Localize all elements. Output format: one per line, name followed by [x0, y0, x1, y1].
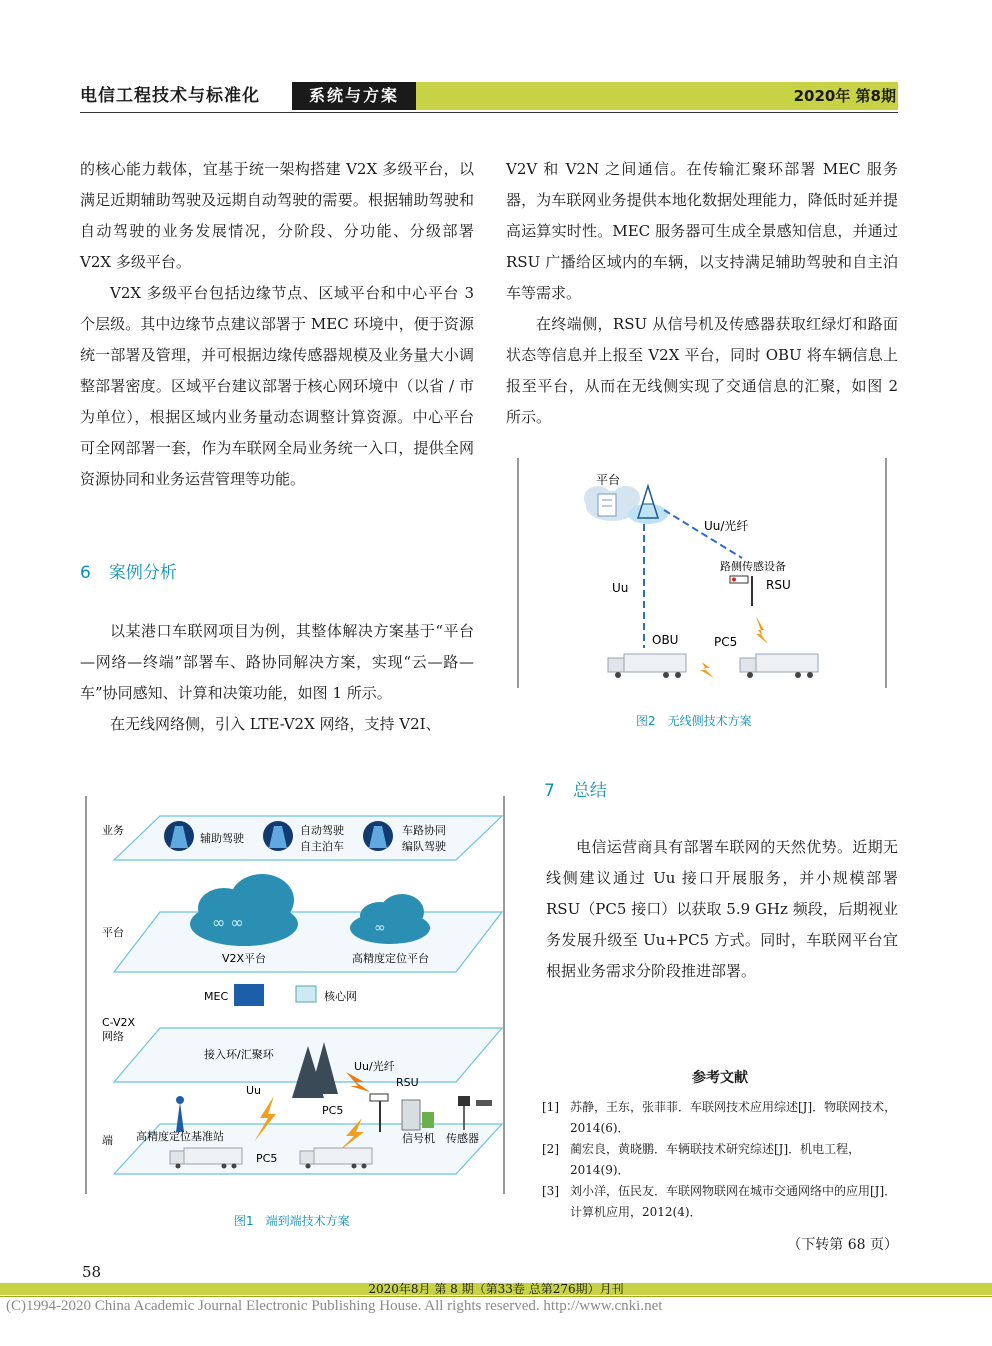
- paragraph: V2V 和 V2N 之间通信。在传输汇聚环部署 MEC 服务器，为车联网业务提供本地化数据处理能力，降低时延并提高运算实时性。MEC 服务器可生成全景感知信息，并通过 RSU 广播给区域内的车辆，以支持满足辅助驾驶和自主泊车等需求。: [506, 160, 898, 302]
- svg-text:∞ ∞: ∞ ∞: [212, 913, 244, 932]
- v2x-platform-label: V2X平台: [222, 952, 267, 965]
- figure-2-caption: 图2 无线侧技术方案: [636, 714, 752, 728]
- paragraph: 以某港口车联网项目为例，其整体解决方案基于“平台—网络—终端”部署车、路协同解决方案，实现“云—路—车”协同感知、计算和决策功能，如图 1 所示。: [80, 622, 474, 702]
- service-label: 辅助驾驶: [200, 832, 244, 845]
- paragraph: 在无线网络侧，引入 LTE-V2X 网络，支持 V2I、: [110, 715, 441, 733]
- reference-text: 刘小洋，伍民友．车联网物联网在城市交通网络中的应用[J]．计算机应用，2012(4)．: [570, 1184, 897, 1219]
- layer-platform-label: 平台: [102, 926, 124, 939]
- paragraph: 的核心能力载体，宜基于统一架构搭建 V2X 多级平台，以满足近期辅助驾驶及远期自动驾驶的需要。根据辅助驾驶和自动驾驶的业务发展情况，分阶段、分功能、分级部署 V2X 多级平台。: [80, 160, 474, 271]
- service-label: 自动驾驶: [300, 824, 344, 837]
- heading-text: 总结: [572, 781, 607, 801]
- footer-issue-info: 2020年8月 第 8 期（第33卷 总第276期）月刊: [368, 1282, 624, 1296]
- uu-fiber-label: Uu/光纤: [354, 1060, 395, 1073]
- signal-bolt-icon: [700, 662, 714, 678]
- section-heading-7: [544, 776, 607, 801]
- signal-light-icon: [422, 1112, 434, 1128]
- fig2-pc5-label: PC5: [714, 635, 738, 649]
- fig2-platform-label: 平台: [596, 473, 621, 487]
- layer-network-label-1: C-V2X: [102, 1016, 136, 1029]
- truck-icon: [740, 654, 818, 678]
- issue-number: 2020年 第8期: [793, 87, 896, 105]
- right-column-bottom: [546, 832, 898, 987]
- heading-text: 案例分析: [108, 563, 177, 583]
- paragraph: 在终端侧，RSU 从信号机及传感器获取红绿灯和路面状态等信息并上报至 V2X 平台，同时 OBU 将车辆信息上报至平台，从而在无线侧实现了交通信息的汇聚，如图 2 所示。: [506, 315, 898, 426]
- core-network-label: 核心网: [324, 990, 357, 1003]
- mec-server-icon: [234, 984, 264, 1006]
- svg-text:∞: ∞: [374, 920, 386, 936]
- right-column-top: [506, 154, 898, 433]
- base-station-icon: [176, 1096, 184, 1132]
- cloud-icon: [350, 894, 430, 944]
- figure-2: [516, 458, 888, 688]
- road-icon: [363, 821, 393, 851]
- copyright-watermark: (C)1994-2020 China Academic Journal Electronic Publishing House. All rights reserved. http://www.cnki.net: [6, 1298, 663, 1314]
- truck-icon: [608, 654, 686, 678]
- reference-number: [1]: [542, 1100, 559, 1114]
- reference-number: [3]: [542, 1184, 559, 1198]
- service-label: 车路协同: [402, 824, 446, 837]
- base-station-label: 高精度定位基准站: [136, 1130, 224, 1143]
- footer-rule: [0, 1296, 992, 1297]
- cloud-icon: [190, 874, 298, 946]
- figure-1-caption: 图1 端到端技术方案: [234, 1214, 350, 1228]
- signal-label: 信号机: [402, 1132, 435, 1145]
- layer-business-label: 业务: [102, 824, 124, 837]
- fig2-obu-label: OBU: [652, 633, 679, 647]
- mec-label: MEC: [204, 990, 229, 1003]
- page-number: 58: [82, 1263, 102, 1281]
- signal-cabinet-icon: [402, 1100, 420, 1130]
- figure-1: [84, 796, 508, 1194]
- reference-text: 苏静，王东，张菲菲．车联网技术应用综述[J]．物联网技术，2014(6)．: [570, 1100, 897, 1135]
- access-ring-label: 接入环/汇聚环: [204, 1048, 274, 1061]
- section-name: 系统与方案: [292, 82, 416, 110]
- fig2-rsu-label: RSU: [766, 578, 791, 592]
- core-network-icon: [296, 986, 316, 1002]
- paragraph: V2X 多级平台包括边缘节点、区域平台和中心平台 3 个层级。其中边缘节点建议部署于 MEC 环境中，便于资源统一部署及管理，并可根据边缘传感器规模及业务量大小调整部署密度。区域平台建议部署于核心网环境中（以省 / 市为单位），根据区域内业务量动态调整计算资源。中心平台可全网部署一套，作为车联网全局业务统一入口，提供全网资源协同和业务运营管理等功能。: [80, 284, 474, 488]
- hd-platform-label: 高精度定位平台: [352, 952, 429, 965]
- road-icon: [164, 821, 194, 851]
- pc5-label: PC5: [322, 1104, 344, 1117]
- left-column-top: [80, 154, 474, 495]
- continued-note: （下转第 68 页）: [787, 1237, 898, 1253]
- rsu-icon: [730, 576, 752, 606]
- layer-terminal-label: 端: [102, 1134, 113, 1147]
- rsu-label: RSU: [396, 1076, 419, 1089]
- paragraph: 电信运营商具有部署车联网的天然优势。近期无线侧建议通过 Uu 接口开展服务，并小规模部署 RSU（PC5 接口）以获取 5.9 GHz 频段，后期视业务发展升级至 Uu+PC5 方式。同时，车联网平台宜根据业务需求分阶段推进部署。: [546, 838, 898, 980]
- references-title: 参考文献: [692, 1070, 748, 1086]
- reference-text: 蔺宏良，黄晓鹏．车辆联技术研究综述[J]．机电工程，2014(9)．: [570, 1142, 861, 1177]
- section-heading-6: [80, 558, 177, 583]
- layer-network-label-2: 网络: [102, 1030, 124, 1043]
- left-column-bottom: [80, 616, 474, 740]
- pc5-label: PC5: [256, 1152, 278, 1165]
- fig2-uu-label: Uu: [612, 581, 629, 595]
- heading-number: 6: [80, 563, 91, 583]
- uu-label: Uu: [246, 1084, 262, 1097]
- fig2-roadside-label: 路侧传感设备: [720, 560, 786, 573]
- sensor-label: 传感器: [446, 1132, 479, 1145]
- fig2-uu-fiber-label: Uu/光纤: [704, 519, 749, 533]
- heading-number: 7: [544, 781, 555, 801]
- reference-number: [2]: [542, 1142, 559, 1156]
- road-icon: [263, 821, 293, 851]
- journal-name: 电信工程技术与标准化: [80, 86, 260, 106]
- service-label: 编队驾驶: [402, 840, 446, 853]
- signal-bolt-icon: [756, 616, 768, 644]
- service-label: 自主泊车: [300, 840, 344, 853]
- references: [542, 1068, 898, 1256]
- reference-item: [542, 1097, 898, 1139]
- reference-item: [542, 1181, 898, 1223]
- reference-item: [542, 1139, 898, 1181]
- header-rule: [80, 112, 898, 113]
- running-header: [80, 82, 898, 110]
